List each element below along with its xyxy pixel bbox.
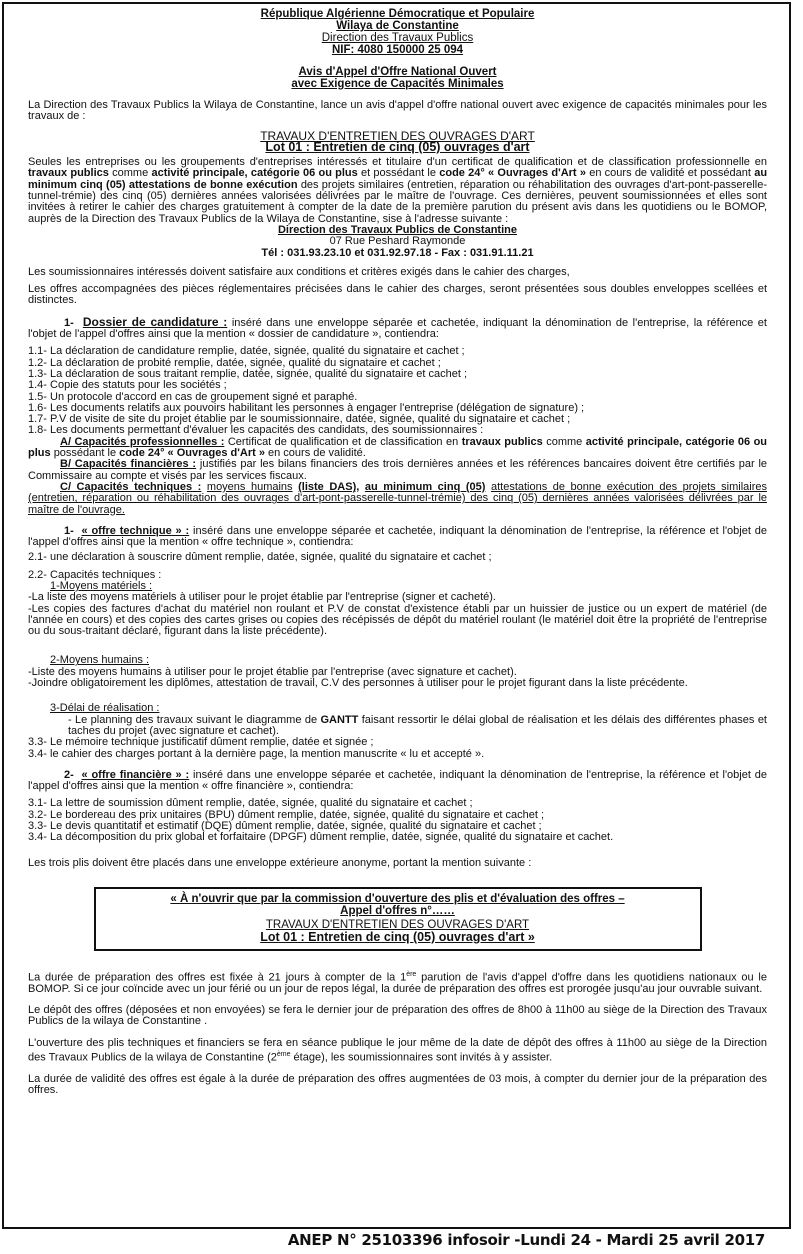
box-line-4: Lot 01 : Entretien de cinq (05) ouvrages d'art » [260, 929, 535, 944]
box-line-1: « À n'ouvrir que par la commission d'ouverture des plis et d'évaluation des offres – [170, 892, 625, 905]
list-item: 1.6- Les documents relatifs aux pouvoirs habilitant les personnes à engager l'entreprise (délégation de signature) ; [28, 401, 585, 414]
delai-text: - Le planning des travaux suivant le diagramme de GANTT faisant ressortir le délai global de réalisation et les délais des différentes phases et taches du projet (avec signature et cachet). [68, 713, 767, 737]
list-item: -Joindre obligatoirement les diplômes, attestation de travail, C.V des personnes à utiliser pour le projet figurant dans la liste précédente. [28, 677, 688, 690]
moyens-humains-title: 2-Moyens humains : [50, 654, 150, 667]
document-body [4, 4, 789, 1097]
capacites-professionnelles: A/ Capacités professionnelles : Certificat de qualification et de classification en travaux publics comme activité principale, catégorie 06 ou plus possédant le code 24° « Ouvrages d'Art » en cours de validité. [28, 435, 768, 460]
avis-title: Avis d'Appel d'Offre National Ouvert [298, 66, 497, 78]
duree-paragraph: La durée de préparation des offres est fixée à 21 jours à compter de la 1ère parution de l'avis d'appel d'offre dans les quotidiens nationaux ou le BOMOP. Si ce jour coïncide avec un jour férié ou un jour de repos légal, la durée de préparation des offres est prorogée jusqu'au jour ouvrable suivant. [28, 970, 767, 995]
ouverture-paragraph: L'ouverture des plis techniques et financiers se fera en séance publique le jour même de la date de dépôt des offres à 11h00 au siège de la Direction des Travaux Publics de la wilaya de Constantine (2ème étage), les soumissionnaires sont invités à y assister. [28, 1036, 767, 1064]
depot-paragraph: Le dépôt des offres (déposées et non envoyées) se fera le dernier jour de préparation des offres de 8h00 à 11h00 au siège de la Direction des Travaux Publics de la wilaya de Constantine . [28, 1004, 767, 1028]
project-block [28, 128, 767, 154]
list-item: 3.2- Le bordereau des prix unitaires (BPU) dûment remplie, datée, signée, qualité du signataire et cachet ; [28, 808, 545, 821]
avis-title-block [28, 66, 767, 90]
intro-paragraph: La Direction des Travaux Publics la Wilaya de Constantine, lance un avis d'appel d'offre national ouvert avec exigence de capacités minimales pour les travaux de : [28, 99, 767, 123]
plis-paragraph: Les trois plis doivent être placés dans une enveloppe extérieure anonyme, portant la mention suivante : [28, 856, 532, 869]
header-block [28, 8, 767, 56]
list-item: -La liste des moyens matériels à utiliser pour le projet établie par l'entreprise (signer et cacheté). [28, 591, 496, 604]
technique-section: 1- « offre technique » : inséré dans une enveloppe séparée et cachetée, indiquant la dénomination de l'entreprise, la référence et l'objet de l'appel d'offres ainsi que la mention « offre technique », contiendra: [28, 524, 767, 549]
address-street: 07 Rue Peshard Raymonde [329, 235, 466, 248]
header-nif: NIF: 4080 150000 25 094 [331, 44, 464, 56]
conditions-1: Les soumissionnaires intéressés doivent satisfaire aux conditions et critères exigés dans le cahier des charges, [28, 265, 570, 278]
technique-title: « offre technique » : [81, 524, 190, 537]
list-item: 1.7- P.V de visite de site du projet établie par le soumissionnaire, datée, signée, qualité du signataire et cachet ; [28, 413, 571, 426]
list-item: 3.4- La décomposition du prix global et forfaitaire (DPGF) dûment remplie, datée, signée, qualité du signataire et cachet. [28, 831, 614, 844]
dossier-title: Dossier de candidature : [82, 314, 228, 329]
project-title: TRAVAUX D'ENTRETIEN DES OUVRAGES D'ART [260, 128, 535, 143]
list-item: 1.1- La déclaration de candidature remplie, datée, signée, qualité du signataire et cachet ; [28, 345, 465, 358]
header-direction: Direction des Travaux Publics [321, 32, 474, 44]
list-item: 1.5- Un protocole d'accord en cas de groupement signé et paraphé. [28, 390, 358, 403]
capacites-techniques: C/ Capacités techniques : moyens humains (liste DAS), au minimum cinq (05) attestations de bonne exécution des projets similaires (entretien, réparation ou réhabilitation des ouvrages d'art-pont-passerelle-tunnel-trémie) des cinq (05) dernières années valorisées délivrées par le maître de l'ouvrage. [28, 480, 768, 516]
validite-paragraph: La durée de validité des offres est égale à la durée de préparation des offres augmentées de 03 mois, à compter du dernier jour de la préparation des offres. [28, 1073, 767, 1097]
list-item: 3.3- Le devis quantitatif et estimatif (DQE) dûment remplie, datée, signée, qualité du signataire et cachet ; [28, 820, 542, 833]
list-item: 1.3- La déclaration de sous traitant remplie, datée, signée, qualité du signataire et cachet ; [28, 367, 468, 380]
box-line-2: Appel d'offres n°…… [340, 904, 455, 917]
list-item: 1.4- Copie des statuts pour les sociétés ; [28, 379, 227, 392]
avis-subtitle: avec Exigence de Capacités Minimales [291, 78, 504, 90]
list-item: -Liste des moyens humains à utiliser pour le projet établie par l'entreprise (avec signature et cachet). [28, 665, 517, 678]
address-name: Direction des Travaux Publics de Constantine [277, 223, 517, 236]
list-item: 1.8- Les documents permettant d'évaluer les capacités des candidats, des soumissionnaires : [28, 424, 484, 437]
box-line-3: TRAVAUX D'ENTRETIEN DES OUVRAGES D'ART [265, 918, 530, 931]
financiere-section: 2- « offre financière » : inséré dans une enveloppe séparée et cachetée, indiquant la dénomination de l'entreprise, la référence et l'objet de l'appel d'offres ainsi que la mention « offre financière », contiendra: [28, 768, 767, 793]
header-wilaya: Wilaya de Constantine [336, 20, 459, 32]
list-item: -Les copies des factures d'achat du matériel non roulant et P.V de constat d'existence établi par un huissier de justice ou un expert de matériel (de l'année en cours) et des copies des cartes grises ou copies des récépissés de dépôt du matériel roulant (le matériel doit être la propriété de l'entreprise ou du sous-traitant déclaré, figurant dans la liste précédente). [28, 602, 767, 638]
list-item: 1.2- La déclaration de probité remplie, datée, signée, qualité du signataire et cachet ; [28, 356, 441, 369]
address-block [28, 225, 767, 259]
eligibility-paragraph: Seules les entreprises ou les groupements d'entreprises intéressés et titulaire d'un certificat de qualification et de classification professionnelle en travaux publics comme activité principale, catégorie 06 ou plus et possédant le code 24° « Ouvrages d'Art » en cours de validité et possédant au minimum cinq (05) attestations de bonne exécution des projets similaires (entretien, réparation ou réhabilitation des ouvrages d'art-pont-passerelle-tunnel-trémie) des cinq (05) dernières années valorisées délivrées par le maître de l'ouvrage. Ces dernières, peuvent soumissionnées et elles sont invitées à retirer le cahier des charges gratuitement à compter de la date de la première parution du présent avis dans les quotidiens ou le BOMOP, auprès de la Direction des Travaux Publics de la Wilaya de Constantine, sise à l'adresse suivante : [28, 156, 768, 225]
moyens-materiels-title: 1-Moyens matériels : [50, 579, 153, 592]
header-republic: République Algérienne Démocratique et Populaire [260, 8, 535, 20]
technique-3-4: 3.4- le cahier des charges portant à la dernière page, la mention manuscrite « lu et accepté ». [28, 747, 485, 760]
document-frame [2, 2, 791, 1229]
technique-2-1: 2.1- une déclaration à souscrire dûment remplie, datée, signée, qualité du signataire et cachet ; [28, 551, 492, 564]
envelope-mention-box [94, 887, 702, 951]
capacites-financieres: B/ Capacités financières : justifiés par les bilans financiers des trois dernières années et les références bancaires doivent être certifiés par le Commissaire au compte et visés par les services fiscaux. [28, 458, 768, 482]
anep-footer: ANEP N° 25103396 infosoir -Lundi 24 - Mardi 25 avril 2017 [287, 1231, 765, 1249]
project-lot: Lot 01 : Entretien de cinq (05) ouvrages d'art [265, 139, 530, 154]
conditions-2: Les offres accompagnées des pièces réglementaires précisées dans le cahier des charges, seront présentées sous doubles enveloppes scellées et distinctes. [28, 283, 767, 307]
financiere-title: « offre financière » : [81, 768, 190, 781]
dossier-section: 1- Dossier de candidature : inséré dans une enveloppe séparée et cachetée, indiquant la dénomination de l'entreprise, la référence et l'objet de l'appel d'offres ainsi que la mention « dossier de candidature », contiendra: [28, 314, 767, 341]
technique-2-2: 2.2- Capacités techniques : [28, 568, 162, 581]
list-item: 3.1- La lettre de soumission dûment remplie, datée, signée, qualité du signataire et cachet ; [28, 797, 473, 810]
delai-title: 3-Délai de réalisation : [50, 702, 160, 715]
address-contact: Tél : 031.93.23.10 et 031.92.97.18 - Fax : 031.91.11.21 [261, 246, 534, 259]
technique-3-3: 3.3- Le mémoire technique justificatif dûment remplie, datée et signée ; [28, 736, 374, 749]
dossier-list [28, 346, 767, 436]
